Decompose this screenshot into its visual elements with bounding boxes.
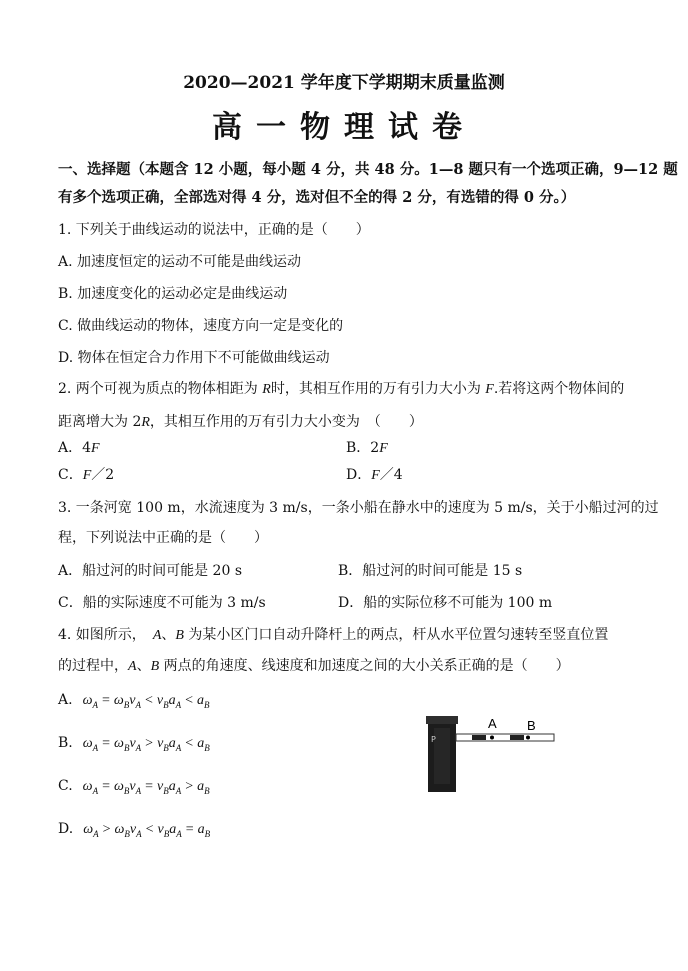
q1-option-a: A. 加速度恒定的运动不可能是曲线运动	[58, 254, 302, 270]
boom-stripe	[472, 735, 486, 740]
symbol: ω	[114, 736, 124, 751]
q2-option-a	[58, 437, 100, 457]
q4-option	[58, 735, 210, 753]
point-a-marker	[490, 736, 494, 740]
section-instructions-line1: 一、选择题（本题含 12 小题，每小题 4 分，共 48 分。1—8 题只有一个选项正确，9—12 题	[58, 161, 678, 178]
subscript-b: B	[204, 828, 211, 839]
q2-text: 距离增大为 2	[58, 414, 142, 430]
symbol: v	[157, 736, 164, 751]
q4-text: 为某小区门口自动升降杆上的两点，杆从水平位置匀速转至竖直位置	[183, 627, 609, 643]
relation-sign: <	[144, 693, 153, 708]
q4-option-label: C.	[58, 778, 73, 794]
q4-point-a: A	[152, 628, 162, 643]
q4-relation-omega	[83, 779, 130, 794]
q4-point-b: B	[150, 659, 160, 674]
symbol: ω	[82, 779, 93, 794]
symbol: ω	[83, 822, 94, 837]
q3-stem-line1: 3. 一条河宽 100 m，水流速度为 3 m/s，一条小船在静水中的速度为 5 m/s，关于小船过河的过	[58, 500, 659, 516]
boom-arm	[456, 734, 554, 741]
point-b-marker	[526, 736, 530, 740]
q1-option-d: D. 物体在恒定合力作用下不可能做曲线运动	[58, 350, 330, 366]
subscript-b: B	[204, 785, 210, 796]
q4-relation-a	[169, 779, 210, 794]
q4-relation-v	[130, 822, 169, 837]
q4-option	[58, 821, 210, 839]
subscript-a: A	[92, 742, 99, 753]
q4-stem-line1	[58, 624, 608, 644]
q2-stem-line1	[58, 378, 624, 398]
q4-relation-omega	[83, 822, 130, 837]
q4-relation-a	[169, 693, 210, 708]
q3-option-b: B．船过河的时间可能是 15 s	[338, 563, 523, 579]
q3-option-c: C．船的实际速度不可能为 3 m/s	[58, 595, 266, 611]
q4-point-a: A	[128, 659, 137, 674]
q3-option-a: A．船过河的时间可能是 20 s	[58, 563, 243, 579]
q4-option-label: B.	[58, 735, 73, 751]
subscript-b: B	[163, 785, 169, 796]
q2-stem-line2	[58, 411, 423, 431]
q2-c-pre: C．	[58, 467, 83, 483]
q4-point-b: B	[175, 628, 184, 643]
subscript-a: A	[135, 699, 141, 710]
subscript-a: A	[135, 742, 142, 753]
q4-text: 、	[161, 627, 176, 643]
q2-text: ，其相互作用的万有引力大小变为 （ ）	[149, 414, 423, 430]
q2-option-c	[58, 464, 114, 484]
subscript-a: A	[176, 828, 182, 839]
subscript-b: B	[123, 699, 130, 710]
point-a-label: A	[488, 716, 497, 731]
q4-relation-v	[129, 779, 168, 794]
q2-var-f: F	[485, 382, 494, 397]
symbol: v	[129, 822, 137, 837]
relation-sign: =	[102, 779, 110, 794]
q1-option-c: C. 做曲线运动的物体，速度方向一定是变化的	[58, 318, 344, 334]
exam-title: 高一物理试卷	[212, 110, 476, 145]
q2-d-var: F	[371, 468, 380, 483]
subscript-b: B	[124, 828, 130, 839]
exam-year-title: 2020—2021 学年度下学期期末质量监测	[183, 73, 505, 93]
subscript-a: A	[175, 785, 182, 796]
subscript-a: A	[136, 828, 142, 839]
subscript-b: B	[163, 828, 170, 839]
symbol: a	[168, 693, 176, 708]
symbol: a	[169, 822, 177, 837]
symbol: v	[156, 693, 164, 708]
relation-sign: >	[145, 736, 154, 751]
q1-option-b: B. 加速度变化的运动必定是曲线运动	[58, 286, 288, 302]
subscript-b: B	[204, 742, 210, 753]
relation-sign: <	[185, 693, 193, 708]
q2-d-post: ／4	[379, 467, 403, 483]
symbol: ω	[113, 779, 124, 794]
q2-c-post: ／2	[91, 467, 115, 483]
symbol: a	[197, 822, 205, 837]
symbol: ω	[114, 822, 125, 837]
q2-a-var: F	[91, 441, 100, 456]
relation-sign: =	[101, 693, 110, 708]
subscript-a: A	[175, 742, 182, 753]
q2-b-var: F	[379, 441, 388, 456]
q2-a-pre: A．4	[58, 440, 92, 456]
subscript-a: A	[175, 699, 182, 710]
q4-option	[58, 692, 210, 710]
q4-option	[58, 778, 210, 796]
q4-relation-omega	[83, 736, 130, 751]
q2-text: 时，其相互作用的万有引力大小为	[270, 381, 486, 397]
q4-stem-line2	[58, 655, 570, 675]
q2-option-b	[346, 437, 388, 457]
subscript-a: A	[92, 699, 98, 710]
q4-text: 的过程中，	[58, 658, 128, 674]
point-b-label: B	[527, 718, 536, 733]
q4-relation-a	[169, 736, 210, 751]
q4-relation-a	[169, 822, 210, 837]
subscript-a: A	[135, 785, 142, 796]
q4-text: 两点的角速度、线速度和加速度之间的大小关系正确的是（ ）	[159, 658, 570, 674]
q2-b-pre: B．2	[346, 440, 380, 456]
q2-text: .若将这两个物体间的	[493, 381, 625, 397]
gate-box-panel	[434, 728, 450, 784]
symbol: ω	[82, 736, 93, 751]
relation-sign: =	[145, 779, 153, 794]
q4-relation-v	[129, 693, 168, 708]
q3-stem-line2: 程，下列说法中正确的是（ ）	[58, 530, 268, 546]
symbol: v	[156, 779, 164, 794]
q3-option-d: D．船的实际位移不可能为 100 m	[338, 595, 553, 611]
relation-sign: =	[185, 822, 194, 837]
relation-sign: <	[185, 736, 194, 751]
q4-relation-v	[129, 736, 168, 751]
subscript-b: B	[123, 742, 130, 753]
subscript-b: B	[123, 785, 130, 796]
q4-option-label: A.	[58, 692, 73, 708]
symbol: v	[129, 779, 136, 794]
relation-sign: =	[102, 736, 111, 751]
symbol: ω	[82, 693, 93, 708]
section-instructions-line2: 有多个选项正确，全部选对得 4 分，选对但不全的得 2 分，有选错的得 0 分。）	[58, 189, 576, 206]
q2-var-r: R	[141, 415, 150, 430]
symbol: a	[168, 779, 176, 794]
q4-text: 、	[136, 658, 151, 674]
symbol: v	[129, 693, 136, 708]
symbol: a	[197, 736, 205, 751]
q4-option-label: D.	[58, 821, 74, 837]
q4-text: 4. 如图所示，	[58, 627, 153, 643]
boom-stripe	[510, 735, 524, 740]
symbol: a	[197, 779, 205, 794]
q1-stem: 1. 下列关于曲线运动的说法中，正确的是（ ）	[58, 222, 370, 238]
q2-d-pre: D．	[346, 467, 372, 483]
q2-c-var: F	[82, 468, 92, 483]
q2-var-r: R	[262, 382, 271, 397]
relation-sign: >	[102, 822, 111, 837]
q4-relation-omega	[83, 693, 130, 708]
symbol: a	[197, 693, 204, 708]
gate-box-top	[426, 716, 458, 724]
subscript-a: A	[92, 785, 99, 796]
q2-option-d	[346, 464, 403, 484]
symbol: v	[157, 822, 164, 837]
subscript-b: B	[163, 699, 169, 710]
symbol: a	[168, 736, 176, 751]
relation-sign: >	[185, 779, 194, 794]
barrier-gate-figure	[420, 708, 560, 794]
relation-sign: <	[145, 822, 154, 837]
gate-box-mark: P	[431, 735, 436, 744]
subscript-a: A	[93, 828, 99, 839]
q2-text: 2. 两个可视为质点的物体相距为	[58, 381, 263, 397]
subscript-b: B	[163, 742, 169, 753]
symbol: ω	[113, 693, 124, 708]
subscript-b: B	[204, 699, 210, 710]
symbol: v	[129, 736, 136, 751]
